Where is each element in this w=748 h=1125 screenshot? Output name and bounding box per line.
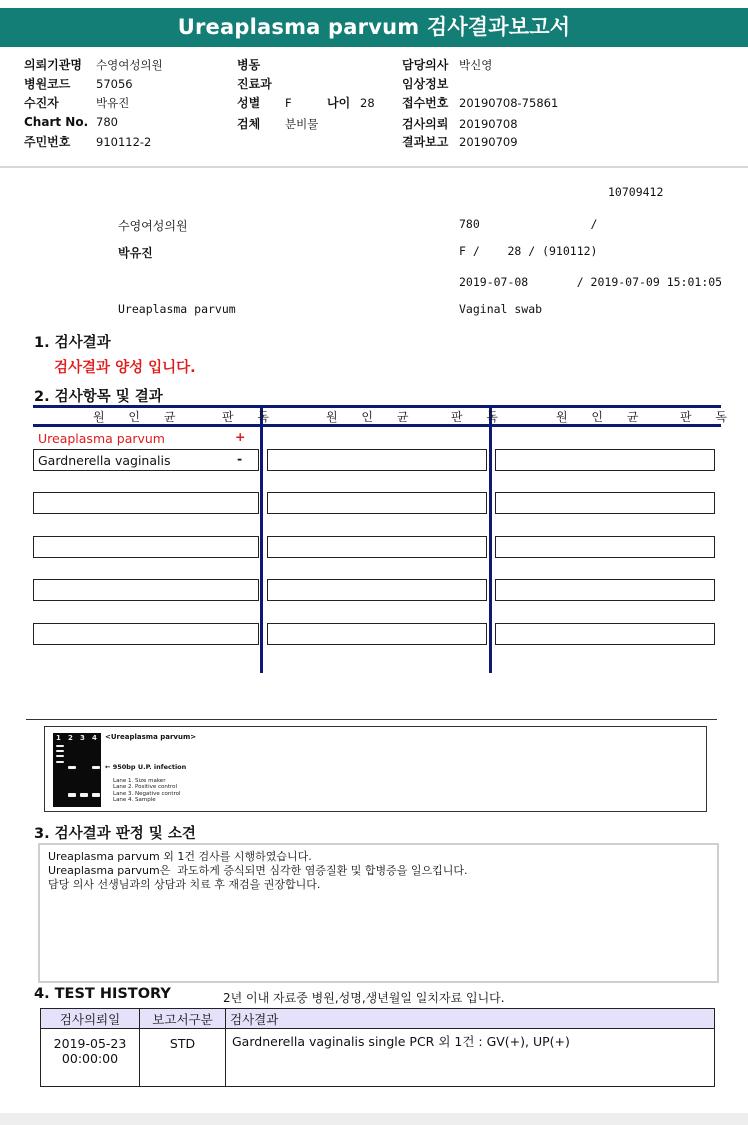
positive-result-text: 검사결과 양성 입니다. <box>54 360 196 376</box>
gel-legend-item: Lane 3. Negative control <box>113 790 181 797</box>
gel-legend-item: Lane 4. Sample <box>113 796 156 803</box>
opinion-box <box>38 843 719 983</box>
history-table <box>40 1008 715 1087</box>
info-doctor: 담당의사 박신영 <box>402 58 493 72</box>
gel-band <box>68 793 76 797</box>
col-header-pathogen-2: 원 인 균 <box>326 410 419 424</box>
col-header-judgement-2: 판 독 <box>451 410 508 424</box>
col-header-judgement-3: 판 독 <box>680 410 737 424</box>
result-name-gardnerella: Gardnerella vaginalis <box>38 453 171 468</box>
empty-cell <box>33 536 259 558</box>
history-header-row <box>41 1009 715 1029</box>
empty-cell <box>495 492 715 514</box>
gel-band <box>68 766 76 769</box>
gel-title: <Ureaplasma parvum> <box>105 733 197 741</box>
col-header-judgement-1: 판 독 <box>222 410 279 424</box>
page-bottom-bar <box>0 1113 748 1125</box>
empty-cell <box>267 536 487 558</box>
empty-cell <box>267 579 487 601</box>
info-age: 나이 28 <box>327 96 375 110</box>
empty-cell <box>267 623 487 645</box>
gel-legend-item: Lane 1. Size maker <box>113 778 166 784</box>
summary-chart: 780 / <box>459 217 598 231</box>
history-type: STD <box>140 1029 226 1087</box>
summary-patient: 박유진 <box>118 246 153 260</box>
gel-band <box>56 755 64 757</box>
gel-band <box>56 750 64 752</box>
history-time: 00:00:00 <box>61 1051 119 1066</box>
empty-cell <box>33 579 259 601</box>
info-sex: 성별 F <box>237 96 292 110</box>
summary-dates: 2019-07-08 / 2019-07-09 15:01:05 <box>459 275 723 289</box>
section4-heading: 4. TEST HISTORY <box>34 986 171 1002</box>
empty-cell <box>495 623 715 645</box>
table-col-divider-2 <box>489 405 492 673</box>
history-note: 2년 이내 자료중 병원,성명,생년월일 일치자료 입니다. <box>223 991 505 1005</box>
gel-lane-number: 4 <box>92 734 97 742</box>
gel-band <box>80 793 88 797</box>
gel-section-divider <box>26 719 717 720</box>
info-hospital-code: 병원코드 57056 <box>24 77 133 91</box>
history-date-cell <box>41 1029 140 1087</box>
opinion-line: 담당 의사 선생님과의 상담과 치료 후 재검을 권장합니다. <box>48 878 321 891</box>
info-specimen: 검체 분비물 <box>237 117 319 131</box>
section3-heading: 3. 검사결과 판정 및 소견 <box>34 826 196 842</box>
table-row <box>41 1029 715 1087</box>
summary-specimen: Vaginal swab <box>459 302 543 316</box>
empty-cell <box>495 449 715 471</box>
gel-band <box>92 793 100 797</box>
history-col-date: 검사의뢰일 <box>41 1009 140 1029</box>
empty-cell <box>495 536 715 558</box>
empty-cell <box>33 492 259 514</box>
header-divider <box>0 166 748 168</box>
result-mark-gardnerella: - <box>237 451 243 466</box>
result-name-ureaplasma: Ureaplasma parvum <box>38 431 165 446</box>
table-col-divider-1 <box>260 405 263 673</box>
info-ward: 병동 <box>237 58 261 72</box>
col-header-pathogen-3: 원 인 균 <box>556 410 649 424</box>
info-receipt-no: 접수번호 20190708-75861 <box>402 96 559 110</box>
info-chart-no: Chart No. 780 <box>24 115 118 129</box>
gel-arrow-label: ← 950bp U.P. infection <box>105 763 187 771</box>
section2-heading: 2. 검사항목 및 결과 <box>34 389 163 405</box>
empty-cell <box>267 492 487 514</box>
info-report-date: 결과보고 20190709 <box>402 135 518 149</box>
empty-cell <box>33 623 259 645</box>
info-resident-no: 주민번호 910112-2 <box>24 135 152 149</box>
gel-legend-item: Lane 2. Positive control <box>113 784 178 791</box>
gel-lane-number: 2 <box>68 734 73 742</box>
gel-band <box>56 745 64 747</box>
result-mark-ureaplasma: + <box>235 429 246 444</box>
empty-cell <box>267 449 487 471</box>
summary-code: 10709412 <box>608 185 664 199</box>
info-department: 진료과 <box>237 77 272 91</box>
opinion-line: Ureaplasma parvum은 과도하게 증식되면 심각한 염증질환 및 합병증을 일으킵니다. <box>48 864 468 877</box>
gel-image-panel <box>44 726 707 812</box>
section1-heading: 1. 검사결과 <box>34 335 111 351</box>
gel-band <box>92 766 100 769</box>
gel-lane-number: 3 <box>80 734 85 742</box>
empty-cell <box>495 579 715 601</box>
gel-band <box>56 761 64 763</box>
history-result: Gardnerella vaginalis single PCR 외 1건 : GV(+), UP(+) <box>226 1029 715 1087</box>
gel-lane-number: 1 <box>56 734 61 742</box>
info-patient-name: 수진자 박유진 <box>24 96 130 110</box>
history-col-type: 보고서구분 <box>140 1009 226 1029</box>
opinion-line: Ureaplasma parvum 외 1건 검사를 시행하였습니다. <box>48 850 312 863</box>
history-date: 2019-05-23 <box>53 1036 127 1051</box>
summary-test-name: Ureaplasma parvum <box>118 302 236 316</box>
info-clinical-info: 임상정보 <box>402 77 449 91</box>
report-title: Ureaplasma parvum 검사결과보고서 <box>0 8 748 47</box>
summary-sex-age: F / 28 / (910112) <box>459 244 598 258</box>
info-requesting-clinic: 의뢰기관명 수영여성의원 <box>24 58 163 72</box>
info-request-date: 검사의뢰 20190708 <box>402 117 518 131</box>
summary-clinic: 수영여성의원 <box>118 219 188 233</box>
gel-electrophoresis-image <box>53 733 101 807</box>
col-header-pathogen-1: 원 인 균 <box>93 410 186 424</box>
history-col-result: 검사결과 <box>226 1009 715 1029</box>
gel-legend <box>113 778 181 803</box>
